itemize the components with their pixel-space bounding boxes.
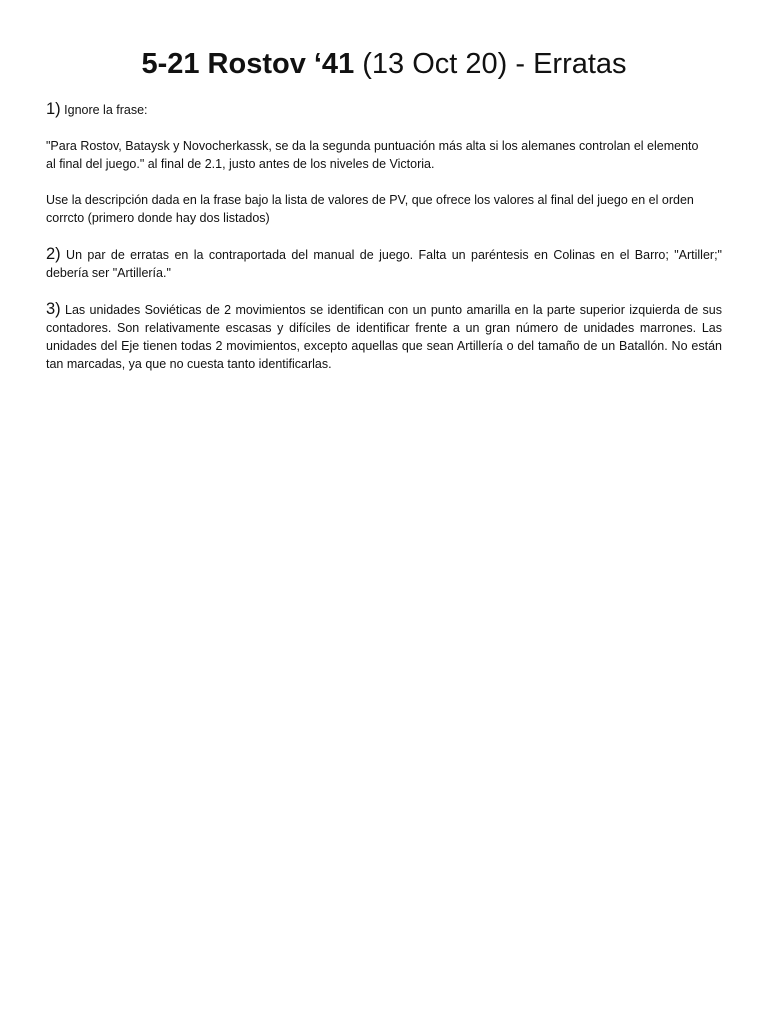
errata-item-1-note <box>46 191 722 227</box>
errata-item-1 <box>46 100 722 227</box>
item-number: 1) <box>46 100 61 118</box>
title-regular-part: (13 Oct 20) - Erratas <box>354 48 627 80</box>
errata-item-3 <box>46 300 722 373</box>
errata-item-2 <box>46 245 722 282</box>
quote-line-2: al final del juego." al final de 2.1, justo antes de los niveles de Victoria. <box>46 157 435 171</box>
note-line-2: corrcto (primero donde hay dos listados) <box>46 211 270 225</box>
item-text: Un par de erratas en la contraportada del manual de juego. Falta un paréntesis en Colinas en el Barro; "Artiller;" debería ser "Artillería." <box>46 248 722 280</box>
item-text: Las unidades Soviéticas de 2 movimientos se identifican con un punto amarilla en la parte superior izquierda de sus contadores. Son relativamente escasas y difíciles de identificar frente a un gran número de unidades marrones. Las unidades del Eje tienen todas 2 movimientos, excepto aquellas que sean Artillería o del tamaño de un Batallón. No están tan marcadas, ya que no cuesta tanto identificarlas. <box>46 303 722 371</box>
quote-line-1: "Para Rostov, Bataysk y Novocherkassk, se da la segunda puntuación más alta si los alemanes controlan el elemento <box>46 139 699 153</box>
note-line-1: Use la descripción dada en la frase bajo la lista de valores de PV, que ofrece los valores al final del juego en el orden <box>46 193 694 207</box>
title-bold-part: 5-21 Rostov ‘41 <box>141 48 355 80</box>
item-lead: Ignore la frase: <box>60 103 148 117</box>
item-number: 2) <box>46 245 61 263</box>
document-title <box>46 46 722 82</box>
errata-item-1-heading <box>46 100 722 119</box>
errata-item-1-quote <box>46 137 722 173</box>
item-number: 3) <box>46 300 61 318</box>
